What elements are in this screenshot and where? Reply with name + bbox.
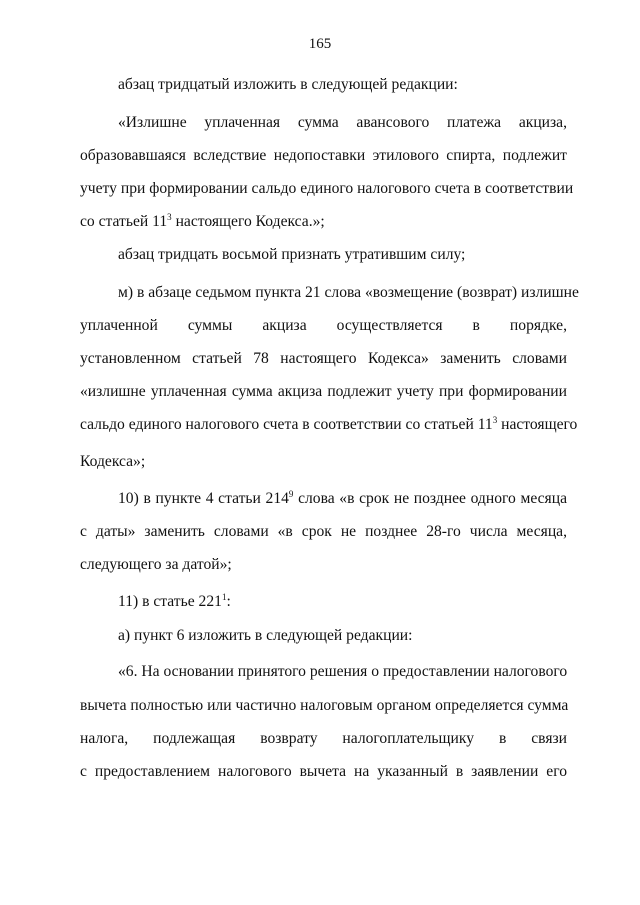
- text-line: уплаченной суммы акциза осуществляется в порядке,: [80, 317, 567, 334]
- superscript: 3: [492, 415, 498, 425]
- text-line: абзац тридцатый изложить в следующей редакции:: [118, 76, 458, 93]
- text-line: образовавшаяся вследствие недопоставки этилового спирта, подлежит: [80, 147, 567, 164]
- text-line: [80, 212, 567, 232]
- text-segment: со статьей 11: [80, 213, 168, 230]
- text-line: «излишне уплаченная сумма акциза подлежит учету при формировании: [80, 383, 567, 400]
- text-line: Кодекса»;: [80, 453, 146, 470]
- text-line: «Излишне уплаченная сумма авансового платежа акциза,: [118, 114, 567, 131]
- text-segment: 11) в статье 221: [118, 593, 222, 610]
- text-line: [118, 592, 567, 612]
- text-line: а) пункт 6 изложить в следующей редакции:: [118, 627, 413, 644]
- text-line: [118, 489, 567, 509]
- text-line: «6. На основании принятого решения о предоставлении налогового: [118, 663, 568, 680]
- text-line: с даты» заменить словами «в срок не позднее 28-го числа месяца,: [80, 523, 567, 540]
- text-segment: настоящего: [497, 416, 578, 433]
- text-segment: настоящего Кодекса.»;: [171, 213, 325, 230]
- text-line: с предоставлением налогового вычета на указанный в заявлении его: [80, 763, 567, 780]
- text-line: налога, подлежащая возврату налогоплательщику в связи: [80, 730, 567, 747]
- text-segment: 10) в пункте 4 статьи 214: [118, 490, 289, 507]
- text-line: вычета полностью или частично налоговым органом определяется сумма: [80, 697, 569, 714]
- text-segment: :: [226, 593, 231, 610]
- text-segment: сальдо единого налогового счета в соответствии со статьей 11: [80, 416, 493, 433]
- superscript: 1: [221, 592, 227, 602]
- page-number: 165: [308, 36, 332, 52]
- text-line: абзац тридцать восьмой признать утратившим силу;: [118, 246, 466, 263]
- text-line: [80, 415, 578, 435]
- text-line: следующего за датой»;: [80, 556, 232, 573]
- text-segment: слова «в срок не позднее одного месяца: [293, 490, 567, 507]
- text-line: установленном статьей 78 настоящего Кодекса» заменить словами: [80, 350, 567, 367]
- text-line: м) в абзаце седьмом пункта 21 слова «возмещение (возврат) излишне: [118, 284, 579, 301]
- superscript: 9: [288, 489, 294, 499]
- superscript: 3: [167, 212, 172, 222]
- text-line: учету при формировании сальдо единого налогового счета в соответствии: [80, 180, 574, 197]
